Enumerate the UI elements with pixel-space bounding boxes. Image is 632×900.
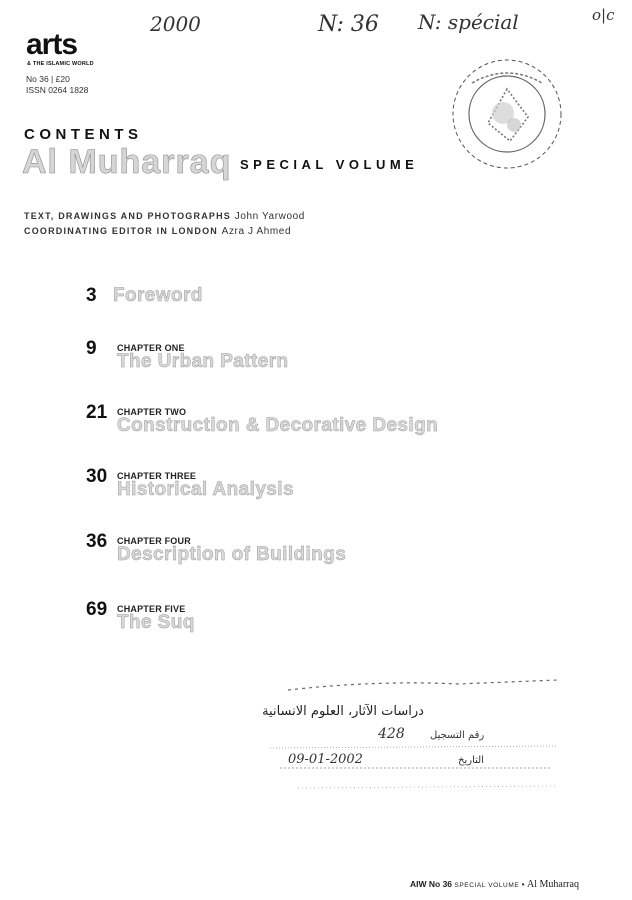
special-volume-label: SPECIAL VOLUME <box>240 157 419 172</box>
footer-volume: SPECIAL VOLUME <box>454 882 520 889</box>
stamp-date-value: 09-01-2002 <box>288 752 363 767</box>
credit-label: COORDINATING EDITOR IN LONDON <box>24 226 218 236</box>
entry-page-number: 3 <box>86 285 97 306</box>
entry-chapter-label: CHAPTER FIVE <box>117 604 186 614</box>
footer-issue: AIW No 36 <box>410 879 453 889</box>
stamp-date-label: التاريخ <box>458 755 484 766</box>
entry-chapter-label: CHAPTER FOUR <box>117 536 191 546</box>
page-footer <box>410 879 579 890</box>
footer-separator: • <box>521 879 525 889</box>
brand-logo: arts <box>26 28 78 61</box>
entry-page-number: 9 <box>86 338 97 359</box>
credit-text <box>24 211 305 222</box>
entry-chapter-label: CHAPTER ONE <box>117 343 185 353</box>
registration-stamp <box>258 676 582 796</box>
brand-subtitle: & THE ISLAMIC WORLD <box>27 61 94 67</box>
handwritten-issue-number: N: 36 <box>318 12 379 37</box>
credit-editor <box>24 226 291 237</box>
credit-name: Azra J Ahmed <box>221 226 292 237</box>
stamp-number-label: رقم التسجيل <box>430 730 485 741</box>
issn-line: ISSN 0264 1828 <box>26 85 89 95</box>
handwritten-year: 2000 <box>150 12 201 36</box>
entry-chapter-label: CHAPTER THREE <box>117 471 197 481</box>
credit-name: John Yarwood <box>234 211 305 222</box>
stamp-header-text: دراسات الآثار، العلوم الانسانية <box>262 704 424 719</box>
handwritten-special-note: N: spécial <box>418 10 519 34</box>
issue-info <box>26 74 88 96</box>
contents-label: CONTENTS <box>24 126 143 143</box>
seal-stamp <box>448 55 566 173</box>
entry-page-number: 21 <box>86 402 108 423</box>
entry-title: Foreword <box>113 285 203 306</box>
stamp-outline <box>258 676 582 796</box>
entry-page-number: 69 <box>86 599 108 620</box>
entry-title: Construction & Decorative Design <box>117 415 439 436</box>
entry-chapter-label: CHAPTER TWO <box>117 407 187 417</box>
entry-page-number: 30 <box>86 466 108 487</box>
entry-title: The Suq <box>117 612 195 633</box>
entry-title: Historical Analysis <box>117 479 294 500</box>
entry-title: The Urban Pattern <box>117 351 289 372</box>
issue-line: No 36 | £20 <box>26 74 70 84</box>
page-title: Al Muharraq <box>22 143 232 181</box>
credit-label: TEXT, DRAWINGS AND PHOTOGRAPHS <box>24 211 232 221</box>
handwritten-ok-mark: o|c <box>592 6 615 24</box>
stamp-number-value: 428 <box>378 726 405 742</box>
entry-page-number: 36 <box>86 531 108 552</box>
entry-title: Description of Buildings <box>117 544 347 565</box>
footer-title: Al Muharraq <box>527 879 579 890</box>
